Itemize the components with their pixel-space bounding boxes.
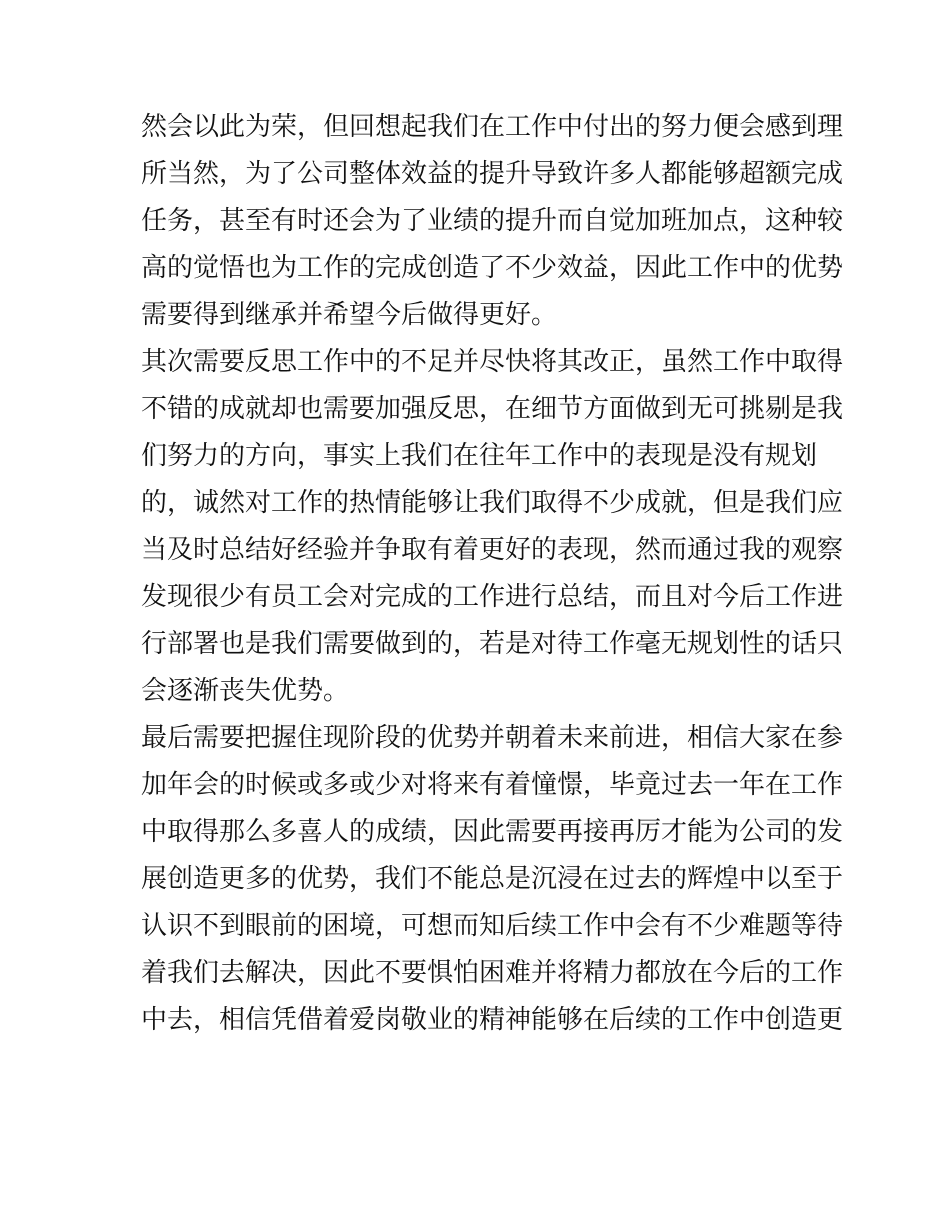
text-line: 认识不到眼前的困境，可想而知后续工作中会有不少难题等待 [141, 911, 844, 941]
text-line: 中取得那么多喜人的成绩，因此需要再接再厉才能为公司的发 [141, 817, 844, 847]
text-line: 任务，甚至有时还会为了业绩的提升而自觉加班加点，这种较 [141, 206, 844, 236]
text-line: 发现很少有员工会对完成的工作进行总结，而且对今后工作进 [141, 582, 844, 612]
text-line: 着我们去解决，因此不要惧怕困难并将精力都放在今后的工作 [141, 958, 844, 988]
text-line: 的，诚然对工作的热情能够让我们取得不少成就，但是我们应 [141, 488, 844, 518]
document-body [141, 104, 844, 1044]
text-line: 最后需要把握住现阶段的优势并朝着未来前进，相信大家在参 [141, 723, 844, 753]
text-line: 加年会的时候或多或少对将来有着憧憬，毕竟过去一年在工作 [141, 770, 844, 800]
text-line: 然会以此为荣，但回想起我们在工作中付出的努力便会感到理 [141, 112, 844, 142]
text-line: 高的觉悟也为工作的完成创造了不少效益，因此工作中的优势 [141, 253, 844, 283]
text-line: 展创造更多的优势，我们不能总是沉浸在过去的辉煌中以至于 [141, 864, 844, 894]
text-line: 们努力的方向，事实上我们在往年工作中的表现是没有规划 [141, 441, 818, 471]
text-line: 所当然，为了公司整体效益的提升导致许多人都能够超额完成 [141, 159, 844, 189]
paragraph-2 [141, 339, 844, 715]
text-line: 不错的成就却也需要加强反思，在细节方面做到无可挑剔是我 [141, 394, 844, 424]
text-line: 行部署也是我们需要做到的，若是对待工作毫无规划性的话只 [141, 629, 844, 659]
paragraph-1 [141, 104, 844, 339]
text-line: 其次需要反思工作中的不足并尽快将其改正，虽然工作中取得 [141, 347, 844, 377]
text-line: 当及时总结好经验并争取有着更好的表现，然而通过我的观察 [141, 535, 844, 565]
paragraph-3 [141, 715, 844, 1044]
text-line: 会逐渐丧失优势。 [141, 676, 350, 706]
text-line: 中去，相信凭借着爱岗敬业的精神能够在后续的工作中创造更 [141, 1005, 844, 1035]
text-line: 需要得到继承并希望今后做得更好。 [141, 300, 558, 330]
